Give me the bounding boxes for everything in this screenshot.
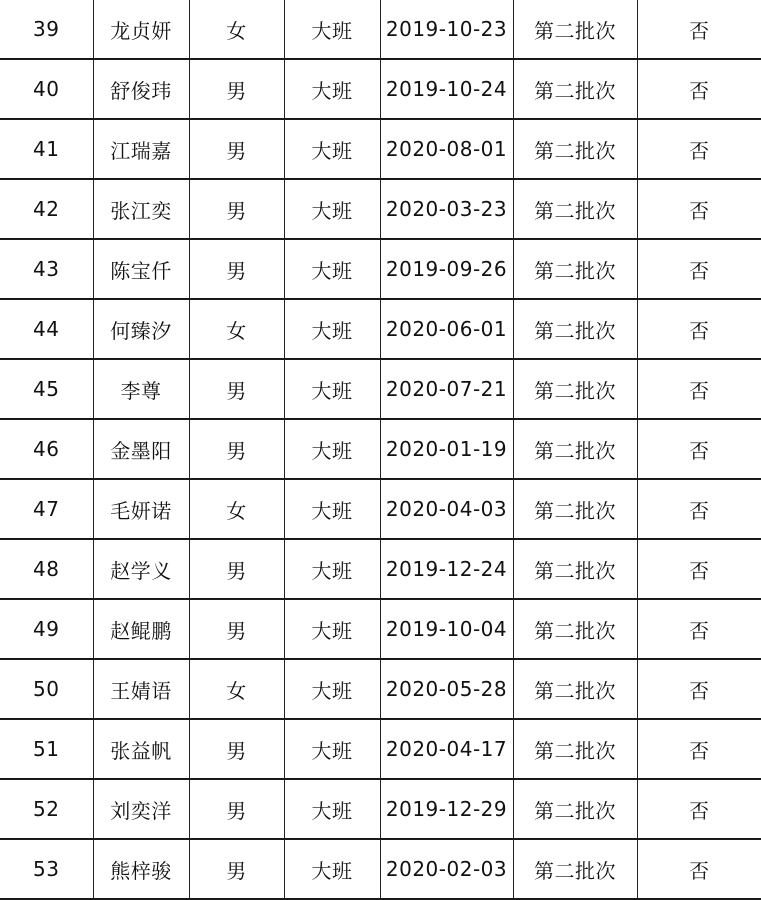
- class-cell: 大班: [284, 539, 380, 599]
- row-number-cell: 47: [0, 479, 93, 539]
- gender-cell: 男: [189, 239, 284, 299]
- flag-cell: 否: [637, 119, 761, 179]
- class-cell: 大班: [284, 839, 380, 899]
- student-name-cell: 张益帆: [93, 719, 189, 779]
- row-number-cell: 44: [0, 299, 93, 359]
- student-name-cell: 赵学义: [93, 539, 189, 599]
- table-row: [0, 719, 761, 779]
- table-row: [0, 779, 761, 839]
- row-number-cell: 50: [0, 659, 93, 719]
- birth-date-cell: 2019-12-29: [380, 779, 513, 839]
- student-name-cell: 陈宝仟: [93, 239, 189, 299]
- gender-cell: 女: [189, 299, 284, 359]
- student-name-cell: 龙贞妍: [93, 0, 189, 59]
- batch-cell: 第二批次: [513, 659, 637, 719]
- class-cell: 大班: [284, 299, 380, 359]
- class-cell: 大班: [284, 239, 380, 299]
- student-name-cell: 熊梓骏: [93, 839, 189, 899]
- flag-cell: 否: [637, 419, 761, 479]
- table-row: [0, 239, 761, 299]
- class-cell: 大班: [284, 119, 380, 179]
- student-name-cell: 何臻汐: [93, 299, 189, 359]
- birth-date-cell: 2019-10-04: [380, 599, 513, 659]
- gender-cell: 男: [189, 599, 284, 659]
- row-number-cell: 52: [0, 779, 93, 839]
- table-row: [0, 359, 761, 419]
- flag-cell: 否: [637, 719, 761, 779]
- table-row: [0, 479, 761, 539]
- flag-cell: 否: [637, 179, 761, 239]
- batch-cell: 第二批次: [513, 479, 637, 539]
- flag-cell: 否: [637, 59, 761, 119]
- table-row: [0, 419, 761, 479]
- birth-date-cell: 2020-06-01: [380, 299, 513, 359]
- flag-cell: 否: [637, 839, 761, 899]
- flag-cell: 否: [637, 779, 761, 839]
- student-name-cell: 张江奕: [93, 179, 189, 239]
- class-cell: 大班: [284, 659, 380, 719]
- student-name-cell: 舒俊玮: [93, 59, 189, 119]
- row-number-cell: 49: [0, 599, 93, 659]
- gender-cell: 男: [189, 179, 284, 239]
- row-number-cell: 48: [0, 539, 93, 599]
- birth-date-cell: 2020-02-03: [380, 839, 513, 899]
- batch-cell: 第二批次: [513, 779, 637, 839]
- gender-cell: 男: [189, 779, 284, 839]
- flag-cell: 否: [637, 239, 761, 299]
- student-name-cell: 毛妍诺: [93, 479, 189, 539]
- row-number-cell: 51: [0, 719, 93, 779]
- gender-cell: 女: [189, 479, 284, 539]
- gender-cell: 男: [189, 119, 284, 179]
- gender-cell: 男: [189, 59, 284, 119]
- class-cell: 大班: [284, 719, 380, 779]
- class-cell: 大班: [284, 419, 380, 479]
- gender-cell: 男: [189, 839, 284, 899]
- row-number-cell: 53: [0, 839, 93, 899]
- class-cell: 大班: [284, 179, 380, 239]
- flag-cell: 否: [637, 299, 761, 359]
- student-name-cell: 刘奕洋: [93, 779, 189, 839]
- birth-date-cell: 2019-12-24: [380, 539, 513, 599]
- row-number-cell: 39: [0, 0, 93, 59]
- batch-cell: 第二批次: [513, 419, 637, 479]
- batch-cell: 第二批次: [513, 179, 637, 239]
- class-cell: 大班: [284, 479, 380, 539]
- class-cell: 大班: [284, 599, 380, 659]
- class-cell: 大班: [284, 59, 380, 119]
- flag-cell: 否: [637, 599, 761, 659]
- gender-cell: 女: [189, 0, 284, 59]
- row-number-cell: 43: [0, 239, 93, 299]
- student-name-cell: 金墨阳: [93, 419, 189, 479]
- student-name-cell: 李尊: [93, 359, 189, 419]
- flag-cell: 否: [637, 659, 761, 719]
- batch-cell: 第二批次: [513, 839, 637, 899]
- student-name-cell: 王婧语: [93, 659, 189, 719]
- birth-date-cell: 2020-07-21: [380, 359, 513, 419]
- birth-date-cell: 2020-05-28: [380, 659, 513, 719]
- table-row: [0, 659, 761, 719]
- gender-cell: 男: [189, 419, 284, 479]
- table-row: [0, 179, 761, 239]
- class-cell: 大班: [284, 0, 380, 59]
- row-number-cell: 40: [0, 59, 93, 119]
- batch-cell: 第二批次: [513, 719, 637, 779]
- table-row: [0, 0, 761, 59]
- batch-cell: 第二批次: [513, 119, 637, 179]
- student-name-cell: 赵鲲鹏: [93, 599, 189, 659]
- gender-cell: 男: [189, 539, 284, 599]
- student-name-cell: 江瑞嘉: [93, 119, 189, 179]
- birth-date-cell: 2019-09-26: [380, 239, 513, 299]
- birth-date-cell: 2020-08-01: [380, 119, 513, 179]
- birth-date-cell: 2020-04-03: [380, 479, 513, 539]
- flag-cell: 否: [637, 479, 761, 539]
- birth-date-cell: 2019-10-24: [380, 59, 513, 119]
- table-row: [0, 599, 761, 659]
- class-cell: 大班: [284, 779, 380, 839]
- flag-cell: 否: [637, 359, 761, 419]
- table-row: [0, 839, 761, 899]
- batch-cell: 第二批次: [513, 239, 637, 299]
- birth-date-cell: 2019-10-23: [380, 0, 513, 59]
- row-number-cell: 42: [0, 179, 93, 239]
- batch-cell: 第二批次: [513, 299, 637, 359]
- gender-cell: 女: [189, 659, 284, 719]
- gender-cell: 男: [189, 359, 284, 419]
- batch-cell: 第二批次: [513, 59, 637, 119]
- birth-date-cell: 2020-04-17: [380, 719, 513, 779]
- birth-date-cell: 2020-03-23: [380, 179, 513, 239]
- table-row: [0, 539, 761, 599]
- class-cell: 大班: [284, 359, 380, 419]
- batch-cell: 第二批次: [513, 599, 637, 659]
- table-row: [0, 59, 761, 119]
- row-number-cell: 46: [0, 419, 93, 479]
- row-number-cell: 45: [0, 359, 93, 419]
- table-row: [0, 299, 761, 359]
- row-number-cell: 41: [0, 119, 93, 179]
- batch-cell: 第二批次: [513, 359, 637, 419]
- birth-date-cell: 2020-01-19: [380, 419, 513, 479]
- batch-cell: 第二批次: [513, 0, 637, 59]
- table-row: [0, 119, 761, 179]
- gender-cell: 男: [189, 719, 284, 779]
- batch-cell: 第二批次: [513, 539, 637, 599]
- flag-cell: 否: [637, 0, 761, 59]
- flag-cell: 否: [637, 539, 761, 599]
